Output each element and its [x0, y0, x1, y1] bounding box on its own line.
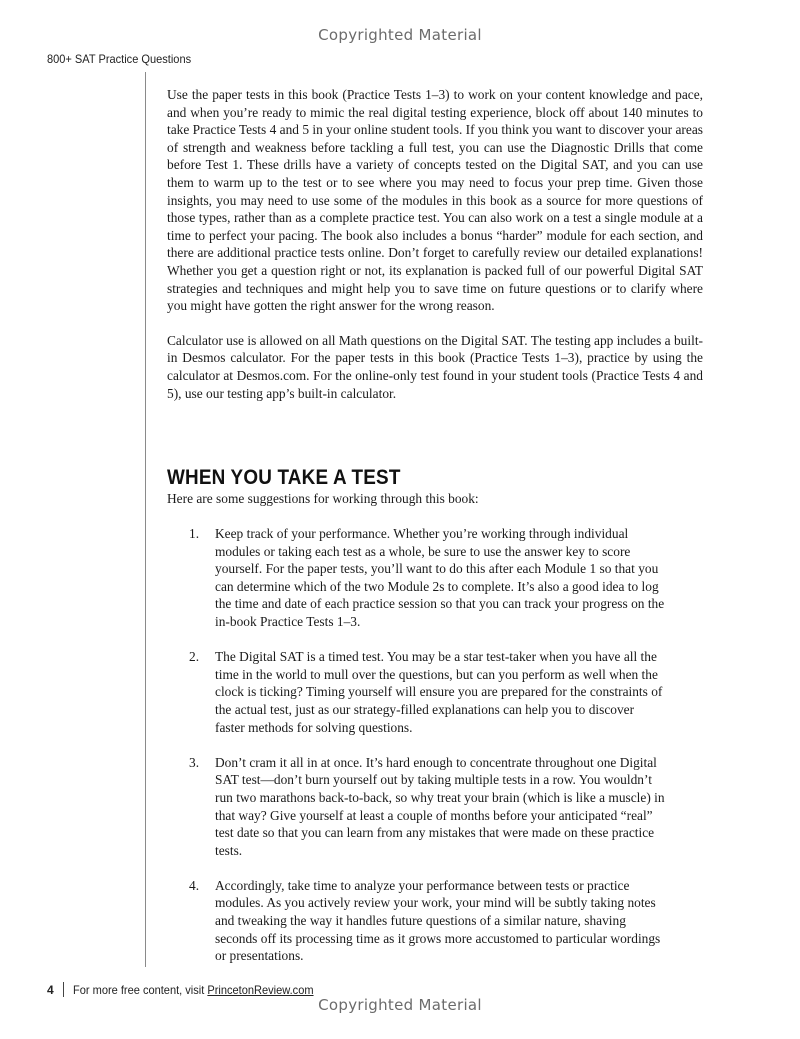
list-item-number: 3.: [189, 754, 200, 770]
paragraph-calculator: Calculator use is allowed on all Math questions on the Digital SAT. The testing app includes a built-in Desmos calculator. For the paper tests in this book (Practice Tests 1–3), practice by using the calculator at Desmos.com. For the online-only test found in your student tools (Practice Tests 4 and 5), use our testing app’s built-in calculator.: [167, 332, 703, 401]
list-item-text: Don’t cram it all in at once. It’s hard enough to concentrate throughout one Digital SAT test—don’t burn yourself out by taking multiple tests in a row. You wouldn’t run two marathons back-to-back, so why treat your brain (which is like a muscle) in that way? Give yourself at least a couple of months before your anticipated “real” test date so that you can learn from any mistakes that were made on these practice tests.: [215, 754, 665, 858]
princeton-review-link[interactable]: PrincetonReview.com: [207, 982, 314, 997]
footer-divider: [63, 982, 64, 997]
list-item-text: The Digital SAT is a timed test. You may be a star test-taker when you have all the time in the world to mull over the questions, but can you perform as well when the clock is ticking? Timing yourself will ensure you are prepared for the constraints of the actual test, just as our strategy-filled explanations can help you to discover faster methods for solving questions.: [215, 649, 663, 735]
margin-rule: [145, 72, 146, 967]
list-item: [167, 754, 667, 860]
copyright-watermark-top: Copyrighted Material: [318, 26, 482, 44]
page-footer: [47, 982, 334, 997]
page-number: 4: [47, 982, 54, 997]
list-item: [167, 877, 667, 965]
list-item: [167, 525, 667, 631]
list-item-text: Accordingly, take time to analyze your performance between tests or practice modules. As you actively review your work, your mind will be subtly taking notes and tweaking the way it handles future questions of a similar nature, shaving seconds off its processing time as it grows more accustomed to particular wordings or presentations.: [215, 877, 661, 964]
footer-text: For more free content, visit: [72, 982, 208, 997]
copyright-watermark-bottom: Copyrighted Material: [318, 996, 482, 1014]
body-text: [167, 86, 703, 402]
list-item: [167, 648, 667, 736]
running-head: 800+ SAT Practice Questions: [47, 52, 192, 66]
suggestions-list: [167, 525, 667, 965]
list-item-text: Keep track of your performance. Whether you’re working through individual modules or taking each test as a whole, be sure to use the answer key to score yourself. For the paper tests, you’ll want to do this after each Module 1 so that you can determine which of the two Module 2s to complete. It’s also a good idea to log the time and date of each practice session so that you can track your progress on the in-book Practice Tests 1–3.: [215, 526, 665, 629]
paragraph-practice-tests: Use the paper tests in this book (Practice Tests 1–3) to work on your content knowledge and pace, and when you’re ready to mimic the real digital testing experience, block off about 140 minutes to take Practice Tests 4 and 5 in your online student tools. If you think you want to discover your areas of strength and weakness before tackling a full test, you can use the Diagnostic Drills that come before Test 1. These drills have a variety of concepts tested on the Digital SAT, and you can use them to warm up to the test or to see where you may need to focus your prep time. Given those insights, you may need to use some of the modules in this book as a source for more questions of those types, rather than as a complete practice test. You can also work on a test a single module at a time to perfect your pacing. The book also includes a bonus “harder” module for each section, and there are additional practice tests online. Don’t forget to carefully review our detailed explanations! Whether you get a question right or not, its explanation is packed full of our powerful Digital SAT strategies and techniques and might help you to save time on future questions or to clarify where you might have gotten the right answer for the wrong reason.: [167, 87, 703, 314]
list-item-number: 2.: [189, 649, 200, 665]
section-intro: Here are some suggestions for working through this book:: [167, 491, 479, 506]
section-heading: WHEN YOU TAKE A TEST: [167, 466, 401, 489]
list-item-number: 4.: [189, 877, 200, 893]
list-item-number: 1.: [189, 526, 200, 541]
